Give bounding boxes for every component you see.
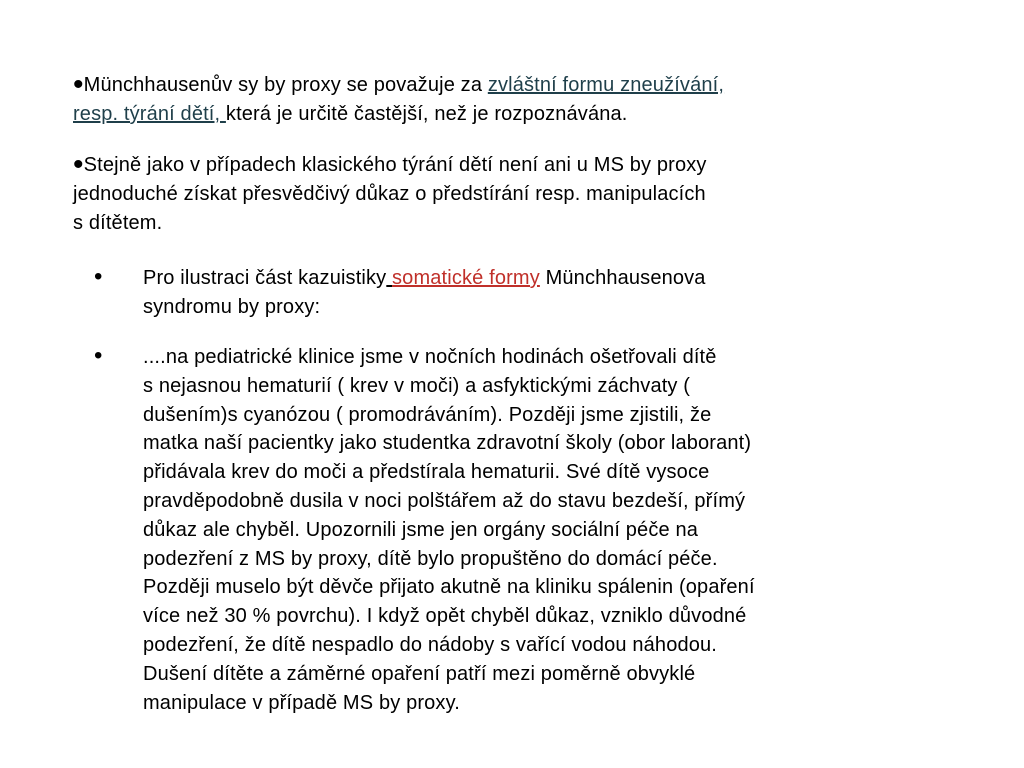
sub-item-1-text-start: Pro ilustraci část kazuistiky bbox=[143, 267, 387, 289]
paragraph-2-line-3: s dítětem. bbox=[73, 212, 163, 234]
paragraph-1 bbox=[73, 68, 873, 129]
paragraph-1-text-start: Münchhausenův sy by proxy se považuje za bbox=[83, 74, 488, 96]
link-child-abuse[interactable]: resp. týrání dětí, bbox=[73, 103, 226, 125]
paragraph-2 bbox=[73, 148, 873, 238]
case-report-text bbox=[143, 343, 883, 717]
sub-item-1-line-2: syndromu by proxy: bbox=[143, 295, 321, 318]
case-report-line: dušením)s cyanózou ( promodráváním). Později jsme zjistili, že bbox=[143, 403, 712, 426]
sub-item-illustration-text bbox=[143, 264, 883, 322]
bullet-icon: • bbox=[73, 68, 84, 101]
sub-item-1-text-end: Münchhausenova bbox=[539, 267, 706, 289]
bullet-icon: • bbox=[94, 263, 103, 290]
case-report-line: přidávala krev do moči a předstírala hematurii. Své dítě vysoce bbox=[143, 461, 710, 484]
paragraph-2-line-2: jednoduché získat přesvědčivý důkaz o předstírání resp. manipulacích bbox=[73, 183, 706, 205]
case-report-line: matka naší pacientky jako studentka zdravotní školy (obor laborant) bbox=[143, 432, 752, 455]
bullet-icon: • bbox=[94, 342, 103, 369]
case-report-line: pravděpodobně dusila v noci polštářem až do stavu bezdeší, přímý bbox=[143, 489, 746, 512]
case-report-line: Dušení dítěte a záměrné opaření patří mezi poměrně obvyklé bbox=[143, 662, 696, 685]
bullet-icon: • bbox=[73, 148, 84, 181]
case-report-line: podezření, že dítě nespadlo do nádoby s vařící vodou náhodou. bbox=[143, 633, 718, 656]
case-report-line: manipulace v případě MS by proxy. bbox=[143, 691, 460, 714]
paragraph-1-text-end: která je určitě častější, než je rozpoznávána. bbox=[225, 103, 628, 125]
case-report-line: důkaz ale chyběl. Upozornili jsme jen orgány sociální péče na bbox=[143, 518, 699, 541]
case-report-line: podezření z MS by proxy, dítě bylo propuštěno do domácí péče. bbox=[143, 547, 718, 570]
paragraph-2-line-1: Stejně jako v případech klasického týrání dětí není ani u MS by proxy bbox=[83, 154, 707, 176]
case-report-line: více než 30 % povrchu). I když opět chyběl důkaz, vzniklo důvodné bbox=[143, 605, 747, 628]
link-special-form-of-abuse[interactable]: zvláštní formu zneužívání, bbox=[487, 74, 725, 96]
case-report-line: ....na pediatrické klinice jsme v nočních hodinách ošetřovali dítě bbox=[143, 346, 717, 368]
link-somatic-forms[interactable]: somatické formy bbox=[392, 267, 540, 289]
case-report-line: Později muselo být děvče přijato akutně na kliniku spálenin (opaření bbox=[143, 576, 755, 599]
case-report-line: s nejasnou hematurií ( krev v moči) a asfyktickými záchvaty ( bbox=[143, 374, 691, 397]
